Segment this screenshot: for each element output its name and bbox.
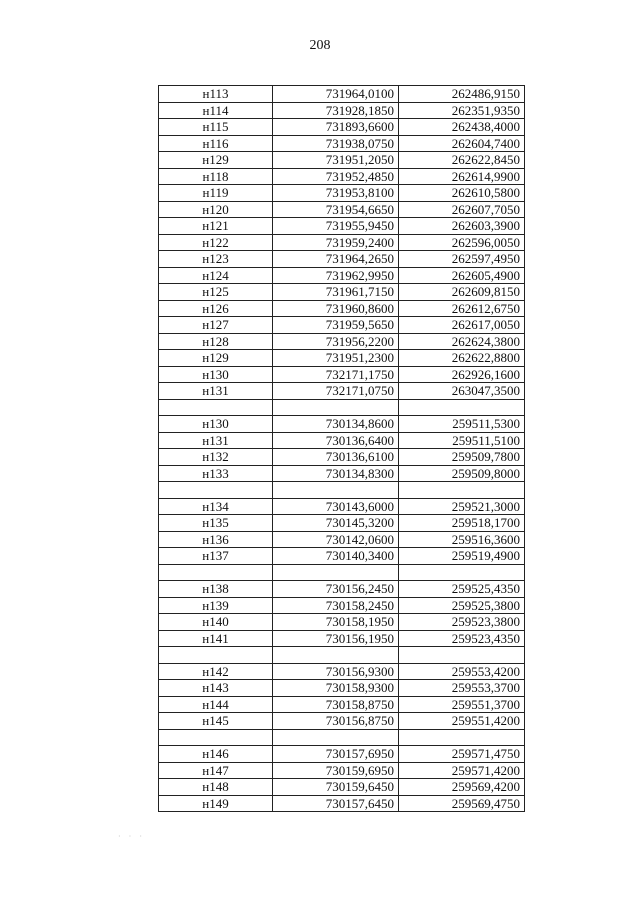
- x-coordinate-cell: [273, 647, 399, 664]
- table-row: [159, 680, 525, 697]
- table-row: [159, 317, 525, 334]
- table-row: [159, 399, 525, 416]
- y-coordinate-cell: 259523,3800: [399, 614, 525, 631]
- point-cell: [159, 399, 273, 416]
- coordinates-table: [158, 85, 525, 812]
- y-coordinate-cell: 263047,3500: [399, 383, 525, 400]
- table-row: [159, 663, 525, 680]
- point-cell: н143: [159, 680, 273, 697]
- point-cell: н131: [159, 432, 273, 449]
- x-coordinate-cell: 730156,1950: [273, 630, 399, 647]
- point-cell: н132: [159, 449, 273, 466]
- table-row: [159, 185, 525, 202]
- point-cell: н122: [159, 234, 273, 251]
- x-coordinate-cell: 730134,8300: [273, 465, 399, 482]
- y-coordinate-cell: 262596,0050: [399, 234, 525, 251]
- point-cell: н127: [159, 317, 273, 334]
- y-coordinate-cell: 262612,6750: [399, 300, 525, 317]
- table-row: [159, 300, 525, 317]
- y-coordinate-cell: 259516,3600: [399, 531, 525, 548]
- table-row: [159, 267, 525, 284]
- table-row: [159, 366, 525, 383]
- y-coordinate-cell: 262614,9900: [399, 168, 525, 185]
- y-coordinate-cell: 262622,8450: [399, 152, 525, 169]
- y-coordinate-cell: 262622,8800: [399, 350, 525, 367]
- x-coordinate-cell: 730159,6950: [273, 762, 399, 779]
- table-row: [159, 597, 525, 614]
- x-coordinate-cell: 731955,9450: [273, 218, 399, 235]
- x-coordinate-cell: 730156,2450: [273, 581, 399, 598]
- y-coordinate-cell: 259569,4200: [399, 779, 525, 796]
- point-cell: н130: [159, 416, 273, 433]
- y-coordinate-cell: 262604,7400: [399, 135, 525, 152]
- table-row: [159, 432, 525, 449]
- y-coordinate-cell: 259518,1700: [399, 515, 525, 532]
- y-coordinate-cell: 259511,5100: [399, 432, 525, 449]
- x-coordinate-cell: [273, 729, 399, 746]
- x-coordinate-cell: 731956,2200: [273, 333, 399, 350]
- table-row: [159, 630, 525, 647]
- y-coordinate-cell: 259521,3000: [399, 498, 525, 515]
- point-cell: н115: [159, 119, 273, 136]
- table-row: [159, 581, 525, 598]
- x-coordinate-cell: 730143,6000: [273, 498, 399, 515]
- x-coordinate-cell: 731951,2300: [273, 350, 399, 367]
- point-cell: н134: [159, 498, 273, 515]
- x-coordinate-cell: 731959,5650: [273, 317, 399, 334]
- y-coordinate-cell: 262486,9150: [399, 86, 525, 103]
- table-row: [159, 168, 525, 185]
- point-cell: н129: [159, 350, 273, 367]
- y-coordinate-cell: 259519,4900: [399, 548, 525, 565]
- x-coordinate-cell: 731964,2650: [273, 251, 399, 268]
- y-coordinate-cell: 259551,3700: [399, 696, 525, 713]
- point-cell: н149: [159, 795, 273, 812]
- table-row: [159, 350, 525, 367]
- table-row: [159, 201, 525, 218]
- table-row: [159, 284, 525, 301]
- table-row: [159, 531, 525, 548]
- point-cell: н148: [159, 779, 273, 796]
- x-coordinate-cell: 730136,6400: [273, 432, 399, 449]
- x-coordinate-cell: 730136,6100: [273, 449, 399, 466]
- y-coordinate-cell: 259509,7800: [399, 449, 525, 466]
- y-coordinate-cell: [399, 564, 525, 581]
- x-coordinate-cell: 731938,0750: [273, 135, 399, 152]
- point-cell: н120: [159, 201, 273, 218]
- point-cell: н125: [159, 284, 273, 301]
- y-coordinate-cell: [399, 647, 525, 664]
- x-coordinate-cell: 730158,9300: [273, 680, 399, 697]
- point-cell: н146: [159, 746, 273, 763]
- point-cell: н131: [159, 383, 273, 400]
- table-row: [159, 515, 525, 532]
- y-coordinate-cell: 259551,4200: [399, 713, 525, 730]
- x-coordinate-cell: 731961,7150: [273, 284, 399, 301]
- x-coordinate-cell: 732171,1750: [273, 366, 399, 383]
- scan-artifact: · · ·: [118, 832, 145, 841]
- point-cell: [159, 564, 273, 581]
- table-row: [159, 333, 525, 350]
- point-cell: н129: [159, 152, 273, 169]
- table-row: [159, 762, 525, 779]
- table-row: [159, 152, 525, 169]
- x-coordinate-cell: [273, 482, 399, 499]
- coordinates-table-body: [159, 86, 525, 812]
- x-coordinate-cell: 730158,1950: [273, 614, 399, 631]
- y-coordinate-cell: 262610,5800: [399, 185, 525, 202]
- y-coordinate-cell: 262603,3900: [399, 218, 525, 235]
- point-cell: н138: [159, 581, 273, 598]
- table-row: [159, 234, 525, 251]
- y-coordinate-cell: 262609,8150: [399, 284, 525, 301]
- y-coordinate-cell: 259525,3800: [399, 597, 525, 614]
- table-row: [159, 498, 525, 515]
- table-row: [159, 416, 525, 433]
- table-row: [159, 746, 525, 763]
- x-coordinate-cell: [273, 399, 399, 416]
- point-cell: н139: [159, 597, 273, 614]
- x-coordinate-cell: 731953,8100: [273, 185, 399, 202]
- point-cell: н137: [159, 548, 273, 565]
- table-row: [159, 465, 525, 482]
- x-coordinate-cell: 731954,6650: [273, 201, 399, 218]
- y-coordinate-cell: [399, 399, 525, 416]
- x-coordinate-cell: 730156,8750: [273, 713, 399, 730]
- point-cell: н144: [159, 696, 273, 713]
- point-cell: н113: [159, 86, 273, 103]
- y-coordinate-cell: 262926,1600: [399, 366, 525, 383]
- point-cell: н126: [159, 300, 273, 317]
- x-coordinate-cell: 730142,0600: [273, 531, 399, 548]
- y-coordinate-cell: 262617,0050: [399, 317, 525, 334]
- table-row: [159, 696, 525, 713]
- x-coordinate-cell: 731928,1850: [273, 102, 399, 119]
- table-row: [159, 251, 525, 268]
- point-cell: н114: [159, 102, 273, 119]
- x-coordinate-cell: 730156,9300: [273, 663, 399, 680]
- table-row: [159, 548, 525, 565]
- x-coordinate-cell: 731959,2400: [273, 234, 399, 251]
- x-coordinate-cell: 730140,3400: [273, 548, 399, 565]
- y-coordinate-cell: 259525,4350: [399, 581, 525, 598]
- x-coordinate-cell: 731960,8600: [273, 300, 399, 317]
- y-coordinate-cell: 262624,3800: [399, 333, 525, 350]
- table-row: [159, 383, 525, 400]
- point-cell: [159, 729, 273, 746]
- table-row: [159, 119, 525, 136]
- point-cell: н119: [159, 185, 273, 202]
- x-coordinate-cell: 730159,6450: [273, 779, 399, 796]
- y-coordinate-cell: 259509,8000: [399, 465, 525, 482]
- x-coordinate-cell: [273, 564, 399, 581]
- x-coordinate-cell: 730145,3200: [273, 515, 399, 532]
- y-coordinate-cell: 262605,4900: [399, 267, 525, 284]
- y-coordinate-cell: 259511,5300: [399, 416, 525, 433]
- y-coordinate-cell: 259553,4200: [399, 663, 525, 680]
- y-coordinate-cell: 259571,4200: [399, 762, 525, 779]
- point-cell: [159, 647, 273, 664]
- x-coordinate-cell: 730157,6950: [273, 746, 399, 763]
- x-coordinate-cell: 731952,4850: [273, 168, 399, 185]
- table-row: [159, 482, 525, 499]
- y-coordinate-cell: 259569,4750: [399, 795, 525, 812]
- y-coordinate-cell: 262607,7050: [399, 201, 525, 218]
- y-coordinate-cell: 262597,4950: [399, 251, 525, 268]
- y-coordinate-cell: 262438,4000: [399, 119, 525, 136]
- point-cell: н130: [159, 366, 273, 383]
- point-cell: н135: [159, 515, 273, 532]
- y-coordinate-cell: [399, 482, 525, 499]
- y-coordinate-cell: 262351,9350: [399, 102, 525, 119]
- table-row: [159, 449, 525, 466]
- x-coordinate-cell: 730158,8750: [273, 696, 399, 713]
- x-coordinate-cell: 730157,6450: [273, 795, 399, 812]
- x-coordinate-cell: 732171,0750: [273, 383, 399, 400]
- point-cell: н147: [159, 762, 273, 779]
- point-cell: [159, 482, 273, 499]
- table-row: [159, 102, 525, 119]
- y-coordinate-cell: 259571,4750: [399, 746, 525, 763]
- page-number: 208: [309, 38, 331, 53]
- table-row: [159, 647, 525, 664]
- y-coordinate-cell: 259523,4350: [399, 630, 525, 647]
- table-row: [159, 614, 525, 631]
- table-row: [159, 564, 525, 581]
- x-coordinate-cell: 731951,2050: [273, 152, 399, 169]
- point-cell: н141: [159, 630, 273, 647]
- table-row: [159, 135, 525, 152]
- x-coordinate-cell: 731964,0100: [273, 86, 399, 103]
- y-coordinate-cell: [399, 729, 525, 746]
- y-coordinate-cell: 259553,3700: [399, 680, 525, 697]
- table-row: [159, 86, 525, 103]
- point-cell: н142: [159, 663, 273, 680]
- point-cell: н123: [159, 251, 273, 268]
- point-cell: н140: [159, 614, 273, 631]
- point-cell: н124: [159, 267, 273, 284]
- point-cell: н145: [159, 713, 273, 730]
- x-coordinate-cell: 731893,6600: [273, 119, 399, 136]
- point-cell: н118: [159, 168, 273, 185]
- point-cell: н121: [159, 218, 273, 235]
- table-row: [159, 218, 525, 235]
- point-cell: н136: [159, 531, 273, 548]
- point-cell: н116: [159, 135, 273, 152]
- x-coordinate-cell: 731962,9950: [273, 267, 399, 284]
- table-row: [159, 795, 525, 812]
- point-cell: н133: [159, 465, 273, 482]
- table-row: [159, 729, 525, 746]
- table-row: [159, 713, 525, 730]
- x-coordinate-cell: 730134,8600: [273, 416, 399, 433]
- table-row: [159, 779, 525, 796]
- point-cell: н128: [159, 333, 273, 350]
- x-coordinate-cell: 730158,2450: [273, 597, 399, 614]
